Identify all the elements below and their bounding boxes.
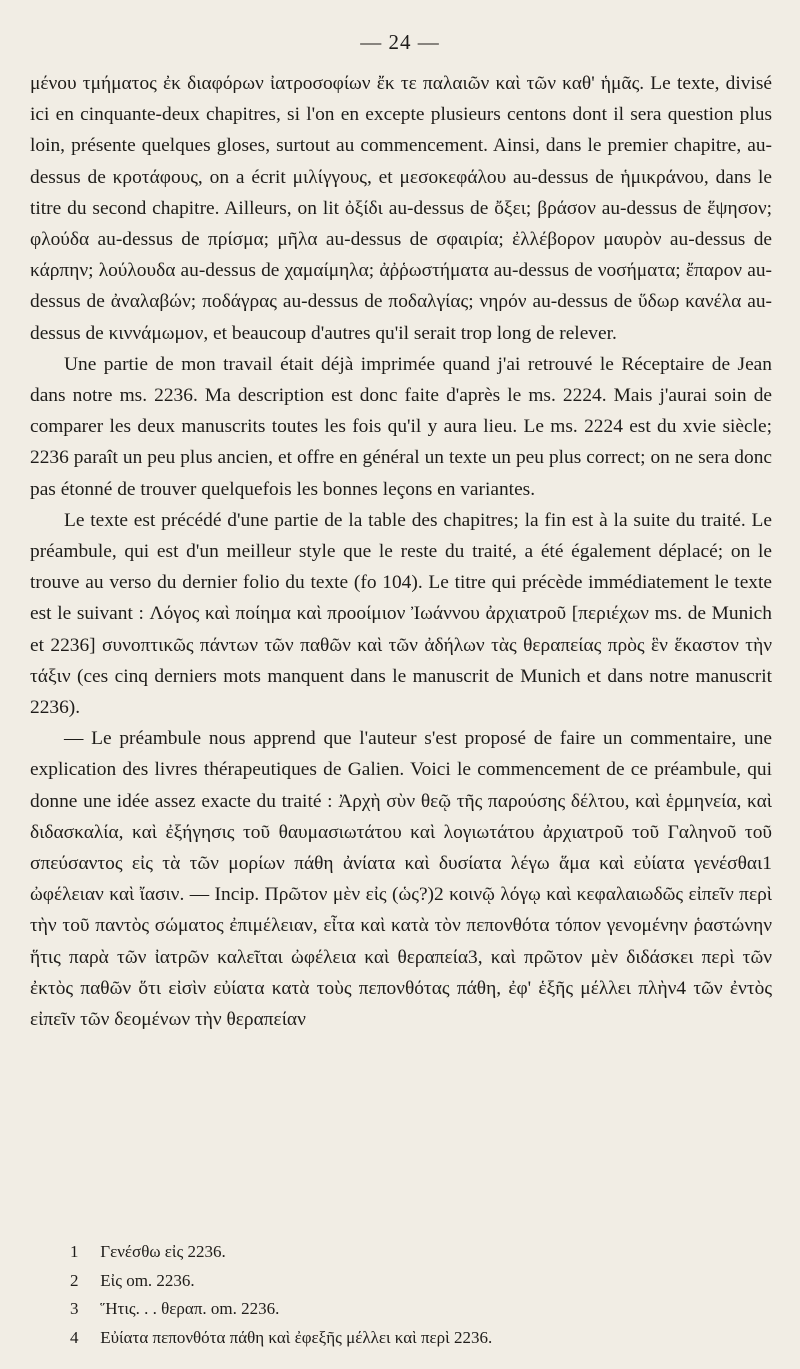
footnote-number: 4: [70, 1327, 79, 1347]
page-number: — 24 —: [360, 30, 440, 54]
footnote-text: Ἥτις. . . θεραπ. om. 2236.: [100, 1299, 280, 1318]
footnote-number: 1: [70, 1242, 79, 1261]
footnote: [70, 1238, 730, 1267]
paragraph-table-chapitres: Le texte est précédé d'une partie de la table des chapitres; la fin est à la suite du traité. Le préambule, qui est d'un meilleur style que le reste du traité, a été également déplacé; on le trouve au verso du dernier folio du texte (fo 104). Le titre qui précède immédiatement le texte est le suivant : Λόγος καὶ ποίημα καὶ προοίμιον Ἰωάννου ἀρχιατροῦ [περιέχων ms. de Munich et 2236] συνοπτικῶς πάντων τῶν παθῶν καὶ τῶν ἀδήλων τὰς θεραπείας πρὸς ἓν ἕκαστον τὴν τάξιν (ces cinq derniers mots manquent dans le manuscrit de Munich et dans notre manuscrit 2236).: [30, 509, 772, 719]
footnote: [70, 1295, 730, 1324]
footnote: [70, 1324, 730, 1353]
footnote: [70, 1267, 730, 1296]
footnote-text: Γενέσθω εἰς 2236.: [100, 1242, 226, 1261]
footnotes: [70, 1238, 730, 1352]
footnote-number: 3: [70, 1299, 79, 1318]
footnote-text: Εἰς om. 2236.: [100, 1270, 195, 1290]
footnote-number: 2: [70, 1270, 79, 1290]
paragraph-preambule: — Le préambule nous apprend que l'auteur s'est proposé de faire un commentaire, une explication des livres thérapeutiques de Galien. Voici le commencement de ce préambule, qui donne une idée assez exacte du traité : Ἀρχὴ σὺν θεῷ τῆς παρούσης δέλτου, καὶ ἑρμηνεία, καὶ διδασκαλία, καὶ ἐξήγησις τοῦ θαυμασιωτάτου καὶ λογιωτάτου ἀρχιατροῦ τοῦ Γαληνοῦ τοῦ σπεύσαντος εἰς τὰ τῶν μορίων πάθη ἀνίατα καὶ δυσίατα λέγω ἅμα καὶ εὐίατα γενέσθαι1 ὠφέλειαν καὶ ἴασιν. — Incip. Πρῶτον μὲν εἰς (ὡς?)2 κοινῷ λόγῳ καὶ κεφαλαιωδῶς εἰπεῖν περὶ τὴν τοῦ παντὸς σώματος ἐπιμέλειαν, εἶτα καὶ κατὰ τὸν πεπονθότα τόπον γενομένην ῥαστώνην ἥτις παρὰ τῶν ἰατρῶν καλεῖται ὠφέλεια καὶ θεραπεία3, καὶ πρῶτον μὲν διδάσκει περὶ τῶν ἐκτὸς παθῶν ὅτι εἰσὶν εὐίατα κατὰ τοὺς πεπονθότας πάθη, ἐφ' ἑξῆς μέλλει πλὴν4 τῶν ἐντὸς εἰπεῖν τῶν δεομένων τὴν θεραπείαν: [30, 728, 772, 1031]
footnote-text: Εὐίατα πεπονθότα πάθη καὶ ἐφεξῆς μέλλει καὶ περὶ 2236.: [100, 1327, 493, 1347]
main-text: [30, 68, 772, 1035]
paragraph-continued: μένου τμήματος ἐκ διαφόρων ἰατροσοφίων ἔκ τε παλαιῶν καὶ τῶν καθ' ἡμᾶς. Le texte, divisé ici en cinquante-deux chapitres, si l'on en excepte plusieurs centons dont il sera question plus loin, présente quelques gloses, surtout au commencement. Ainsi, dans le premier chapitre, au-dessus de κροτάφους, on a écrit μιλίγγους, et μεσοκεφάλου au-dessus de ἡμικράνου, dans le titre du second chapitre. Ailleurs, on lit ὀξίδι au-dessus de ὄξει; βράσον au-dessus de ἕψησον; φλούδα au-dessus de πρίσμα; μῆλα au-dessus de σφαιρία; ἐλλέβορον μαυρὸν au-dessus de κάρπην; λούλουδα au-dessus de χαμαίμηλα; ἀῤῥωστήματα au-dessus de νοσήματα; ἔπαρον au-dessus de ἀναλαβών; ποδάγρας au-dessus de ποδαλγίας; νηρόν au-dessus de ὕδωρ κανέλα au-dessus de κιννάμωμον, et beaucoup d'autres qu'il serait trop long de relever.: [30, 73, 772, 344]
paragraph-receptaire: Une partie de mon travail était déjà imprimée quand j'ai retrouvé le Réceptaire de Jean dans notre ms. 2236. Ma description est donc faite d'après le ms. 2224. Mais j'aurai soin de comparer les deux manuscrits toutes les fois qu'il y aura lieu. Le ms. 2224 est du xvie siècle; 2236 paraît un peu plus ancien, et offre en général un texte un peu plus correct; on ne sera donc pas étonné de trouver quelquefois les bonnes leçons en variantes.: [30, 353, 772, 500]
